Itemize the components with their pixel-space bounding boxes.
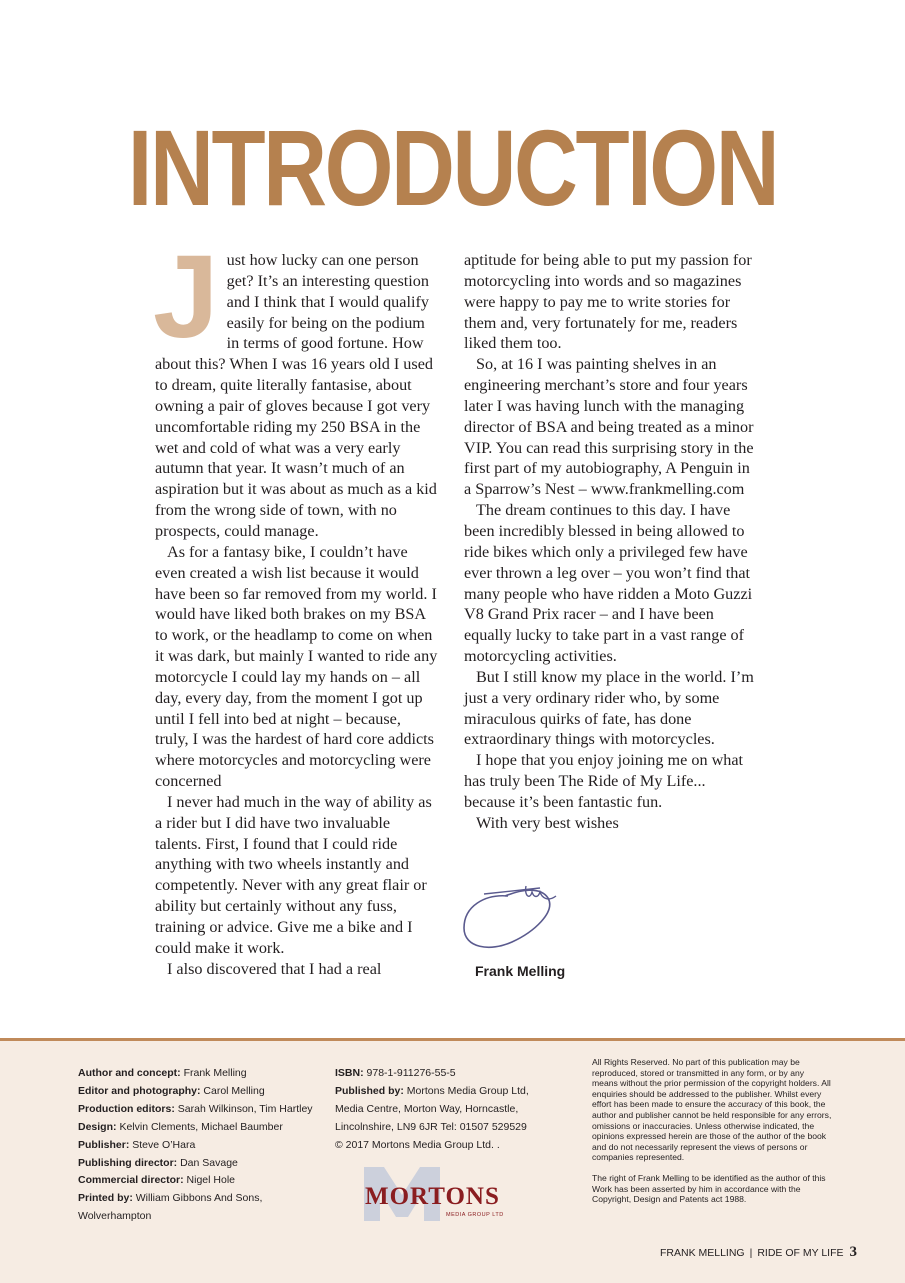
logo-subtext: MEDIA GROUP LTD — [446, 1212, 504, 1218]
legal-paragraph: The right of Frank Melling to be identified as the author of this Work has been asserted by him in accordance with the Copyright, Design and Patents act 1988. — [592, 1172, 826, 1205]
signature-image — [460, 876, 570, 960]
credit-line: Editor and photography: Carol Melling — [78, 1084, 265, 1097]
paragraph-text: ust how lucky can one person get? It’s an interesting question and I think that I would qualify easily for being on the podium in terms of good fortune. How about this? When I was 16 years old I used to dream, quite literally fantasise, about owning a pair of gloves because I got very uncomfortable riding my 250 BSA in the wet and cold of what was a very early autumn that year. It wasn’t much of an aspiration but it was about as much as a kid from the wrong side of town, with no prospects, could manage. — [155, 251, 437, 540]
paragraph: I also discovered that I had a real — [167, 959, 382, 978]
left-column — [153, 231, 438, 980]
right-column — [464, 250, 754, 834]
page-title: INTRODUCTION — [127, 106, 778, 228]
legal-notice — [592, 1057, 832, 1215]
credit-line: Publisher: Steve O’Hara — [78, 1138, 196, 1151]
isbn-line: ISBN: 978-1-911276-55-5 — [335, 1067, 456, 1079]
legal-paragraph: All Rights Reserved. No part of this publication may be reproduced, stored or transmitted in any form, or by any means without the prior permission of the copyright holders. All enquiries should be addressed to the publisher. Whilst every effort has been made to ensure the accuracy of this book, the author and publisher cannot be held responsible for any errors, omissions or inaccuracies. Unless otherwise indicated, the opinions expressed herein are those of the author of the book and do not necessarily represent the views of persons or companies represented. — [592, 1057, 832, 1163]
credit-line: Printed by: William Gibbons And Sons, Wolverhampton — [78, 1192, 263, 1223]
paragraph: aptitude for being able to put my passion for motorcycling into words and so magazines were happy to pay me to write stories for them and, very fortunately for me, readers liked them too. — [464, 251, 752, 353]
signature-name: Frank Melling — [475, 963, 566, 979]
publisher-line: Published by: Mortons Media Group Ltd, Media Centre, Morton Way, Horncastle, Lincolnshire, LN9 6JR Tel: 01507 529529 — [335, 1084, 529, 1133]
paragraph: I never had much in the way of ability as a rider but I did have two invaluable talents. First, I found that I could ride anything with two wheels instantly and competently. Never with any great flair or ability but certainly without any fuss, training or advice. Give me a bike and I could make it work. — [155, 792, 432, 957]
paragraph — [153, 231, 438, 542]
credit-line: Author and concept: Frank Melling — [78, 1067, 247, 1079]
footer-book-title: RIDE OF MY LIFE — [757, 1247, 844, 1259]
publication-info — [335, 1065, 555, 1155]
footer-author: FRANK MELLING — [660, 1247, 745, 1259]
page-number: 3 — [849, 1244, 857, 1260]
paragraph: I hope that you enjoy joining me on what has truly been The Ride of My Life... because it’s been fantastic fun. — [464, 751, 744, 811]
paragraph: As for a fantasy bike, I couldn’t have even created a wish list because it would have been so far removed from my world. I would have liked both brakes on my BSA to work, or the headlamp to come on when it was dark, but mainly I wanted to ride any motorcycle I could lay my hands on – all day, every day, from the moment I got up until I fell into bed at night – because, truly, I was the hardest of hard core addicts where motorcycles and motorcycling were concerned — [155, 542, 438, 791]
copyright-line: © 2017 Mortons Media Group Ltd. . — [335, 1138, 500, 1151]
logo-text: MORTONS — [365, 1183, 500, 1210]
paragraph: But I still know my place in the world. I’m just a very ordinary rider who, by some miraculous quirks of fate, has done extraordinary things with motorcycles. — [464, 667, 754, 749]
mortons-logo — [362, 1165, 512, 1221]
page-footer — [660, 1244, 857, 1261]
credit-line: Production editors: Sarah Wilkinson, Tim Hartley — [78, 1102, 313, 1115]
footer-separator: | — [749, 1247, 753, 1259]
paragraph: With very best wishes — [476, 813, 619, 832]
paragraph: The dream continues to this day. I have been incredibly blessed in being allowed to ride bikes which only a privileged few have ever thrown a leg over – you won’t find that many people who have ridden a Moto Guzzi V8 Grand Prix racer – and I have been equally lucky to take part in a vast range of motorcycling activities. — [464, 501, 753, 666]
credits-list — [78, 1065, 323, 1226]
credit-line: Commercial director: Nigel Hole — [78, 1174, 235, 1187]
drop-cap: J — [153, 231, 219, 363]
credit-line: Publishing director: Dan Savage — [78, 1156, 238, 1169]
paragraph: So, at 16 I was painting shelves in an engineering merchant’s store and four years later I was having lunch with the managing director of BSA and being treated as a minor VIP. You can read this surprising story in the first part of my autobiography, A Penguin in a Sparrow’s Nest – www.frankmelling.com — [464, 355, 754, 499]
credit-line: Design: Kelvin Clements, Michael Baumber — [78, 1120, 283, 1133]
